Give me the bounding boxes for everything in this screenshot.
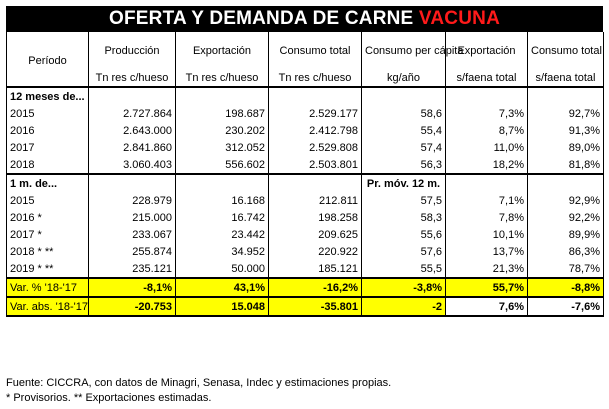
value-cell: 57,5 [362, 192, 446, 209]
column-unit: s/faena total [528, 69, 604, 87]
section-cell [89, 87, 176, 105]
value-cell: 212.811 [269, 192, 362, 209]
value-cell: 16.742 [176, 209, 269, 226]
value-cell: 86,3% [528, 243, 604, 260]
var-pct-label: Var. % '18-'17 [7, 278, 89, 297]
var-pct-cell: -8,8% [528, 278, 604, 297]
value-cell: 56,3 [362, 156, 446, 174]
value-cell: 2.841.860 [89, 139, 176, 156]
value-cell: 7,8% [446, 209, 528, 226]
value-cell: 18,2% [446, 156, 528, 174]
value-cell: 58,6 [362, 105, 446, 122]
var-abs-cell: -20.753 [89, 297, 176, 316]
period-cell: 2016 [7, 122, 89, 139]
value-cell: 2.643.000 [89, 122, 176, 139]
section-cell [528, 87, 604, 105]
column-unit [7, 69, 89, 87]
table-row [7, 260, 604, 278]
table-row [7, 209, 604, 226]
column-header: Exportación [446, 32, 528, 69]
value-cell: 58,3 [362, 209, 446, 226]
value-cell: 233.067 [89, 226, 176, 243]
value-cell: 92,9% [528, 192, 604, 209]
data-table [6, 32, 604, 317]
section-cell [269, 174, 362, 192]
period-cell: 2018 * ** [7, 243, 89, 260]
value-cell: 230.202 [176, 122, 269, 139]
table-row [7, 139, 604, 156]
value-cell: 2.529.808 [269, 139, 362, 156]
value-cell: 10,1% [446, 226, 528, 243]
value-cell: 312.052 [176, 139, 269, 156]
value-cell: 16.168 [176, 192, 269, 209]
value-cell: 7,1% [446, 192, 528, 209]
table-row [7, 105, 604, 122]
value-cell: 8,7% [446, 122, 528, 139]
column-unit: Tn res c/hueso [176, 69, 269, 87]
value-cell: 255.874 [89, 243, 176, 260]
value-cell: 215.000 [89, 209, 176, 226]
period-cell: 2015 [7, 192, 89, 209]
source-note: Fuente: CICCRA, con datos de Minagri, Senasa, Indec y estimaciones propias. [6, 377, 392, 389]
section-cell [176, 174, 269, 192]
table-row [7, 122, 604, 139]
value-cell: 23.442 [176, 226, 269, 243]
section-cell [176, 87, 269, 105]
period-cell: 2018 [7, 156, 89, 174]
period-cell: 2015 [7, 105, 89, 122]
value-cell: 89,9% [528, 226, 604, 243]
section-cell [269, 87, 362, 105]
table-row [7, 243, 604, 260]
section-cell [446, 174, 528, 192]
report-title [6, 6, 603, 32]
value-cell: 2.412.798 [269, 122, 362, 139]
value-cell: 198.258 [269, 209, 362, 226]
var-abs-cell: -7,6% [528, 297, 604, 316]
var-pct-cell: -16,2% [269, 278, 362, 297]
value-cell: 556.602 [176, 156, 269, 174]
value-cell: 7,3% [446, 105, 528, 122]
var-pct-cell: 43,1% [176, 278, 269, 297]
value-cell: 81,8% [528, 156, 604, 174]
legend-note: * Provisorios. ** Exportaciones estimadas. [6, 392, 212, 404]
var-abs-cell: -35.801 [269, 297, 362, 316]
value-cell: 228.979 [89, 192, 176, 209]
section-label: 1 m. de... [7, 174, 89, 192]
var-pct-cell: -8,1% [89, 278, 176, 297]
period-cell: 2019 * ** [7, 260, 89, 278]
period-cell: 2017 * [7, 226, 89, 243]
value-cell: 78,7% [528, 260, 604, 278]
section-cell [89, 174, 176, 192]
title-accent: VACUNA [418, 8, 500, 29]
column-unit: kg/año [362, 69, 446, 87]
section-cell: Pr. móv. 12 m. [362, 174, 446, 192]
var-abs-cell: 7,6% [446, 297, 528, 316]
table-row [7, 156, 604, 174]
value-cell: 34.952 [176, 243, 269, 260]
value-cell: 57,4 [362, 139, 446, 156]
table-row [7, 192, 604, 209]
value-cell: 198.687 [176, 105, 269, 122]
var-abs-label: Var. abs. '18-'17 [7, 297, 89, 316]
column-unit: Tn res c/hueso [89, 69, 176, 87]
value-cell: 209.625 [269, 226, 362, 243]
value-cell: 91,3% [528, 122, 604, 139]
column-unit: Tn res c/hueso [269, 69, 362, 87]
value-cell: 13,7% [446, 243, 528, 260]
value-cell: 89,0% [528, 139, 604, 156]
value-cell: 235.121 [89, 260, 176, 278]
var-abs-cell: -2 [362, 297, 446, 316]
column-header: Período [7, 32, 89, 69]
section-cell [446, 87, 528, 105]
value-cell: 21,3% [446, 260, 528, 278]
value-cell: 2.503.801 [269, 156, 362, 174]
value-cell: 57,6 [362, 243, 446, 260]
var-pct-cell: -3,8% [362, 278, 446, 297]
value-cell: 2.727.864 [89, 105, 176, 122]
value-cell: 11,0% [446, 139, 528, 156]
var-abs-cell: 15.048 [176, 297, 269, 316]
column-header: Consumo per cápita [362, 32, 446, 69]
column-header: Exportación [176, 32, 269, 69]
column-header: Consumo total [269, 32, 362, 69]
table-row [7, 226, 604, 243]
value-cell: 185.121 [269, 260, 362, 278]
value-cell: 55,5 [362, 260, 446, 278]
section-cell [528, 174, 604, 192]
var-pct-cell: 55,7% [446, 278, 528, 297]
value-cell: 2.529.177 [269, 105, 362, 122]
column-header: Producción [89, 32, 176, 69]
value-cell: 55,6 [362, 226, 446, 243]
column-header: Consumo total [528, 32, 604, 69]
value-cell: 55,4 [362, 122, 446, 139]
period-cell: 2017 [7, 139, 89, 156]
value-cell: 3.060.403 [89, 156, 176, 174]
column-unit: s/faena total [446, 69, 528, 87]
section-label: 12 meses de... [7, 87, 89, 105]
value-cell: 92,7% [528, 105, 604, 122]
period-cell: 2016 * [7, 209, 89, 226]
value-cell: 50.000 [176, 260, 269, 278]
value-cell: 92,2% [528, 209, 604, 226]
title-main: OFERTA Y DEMANDA DE CARNE [108, 8, 419, 29]
value-cell: 220.922 [269, 243, 362, 260]
section-cell [362, 87, 446, 105]
